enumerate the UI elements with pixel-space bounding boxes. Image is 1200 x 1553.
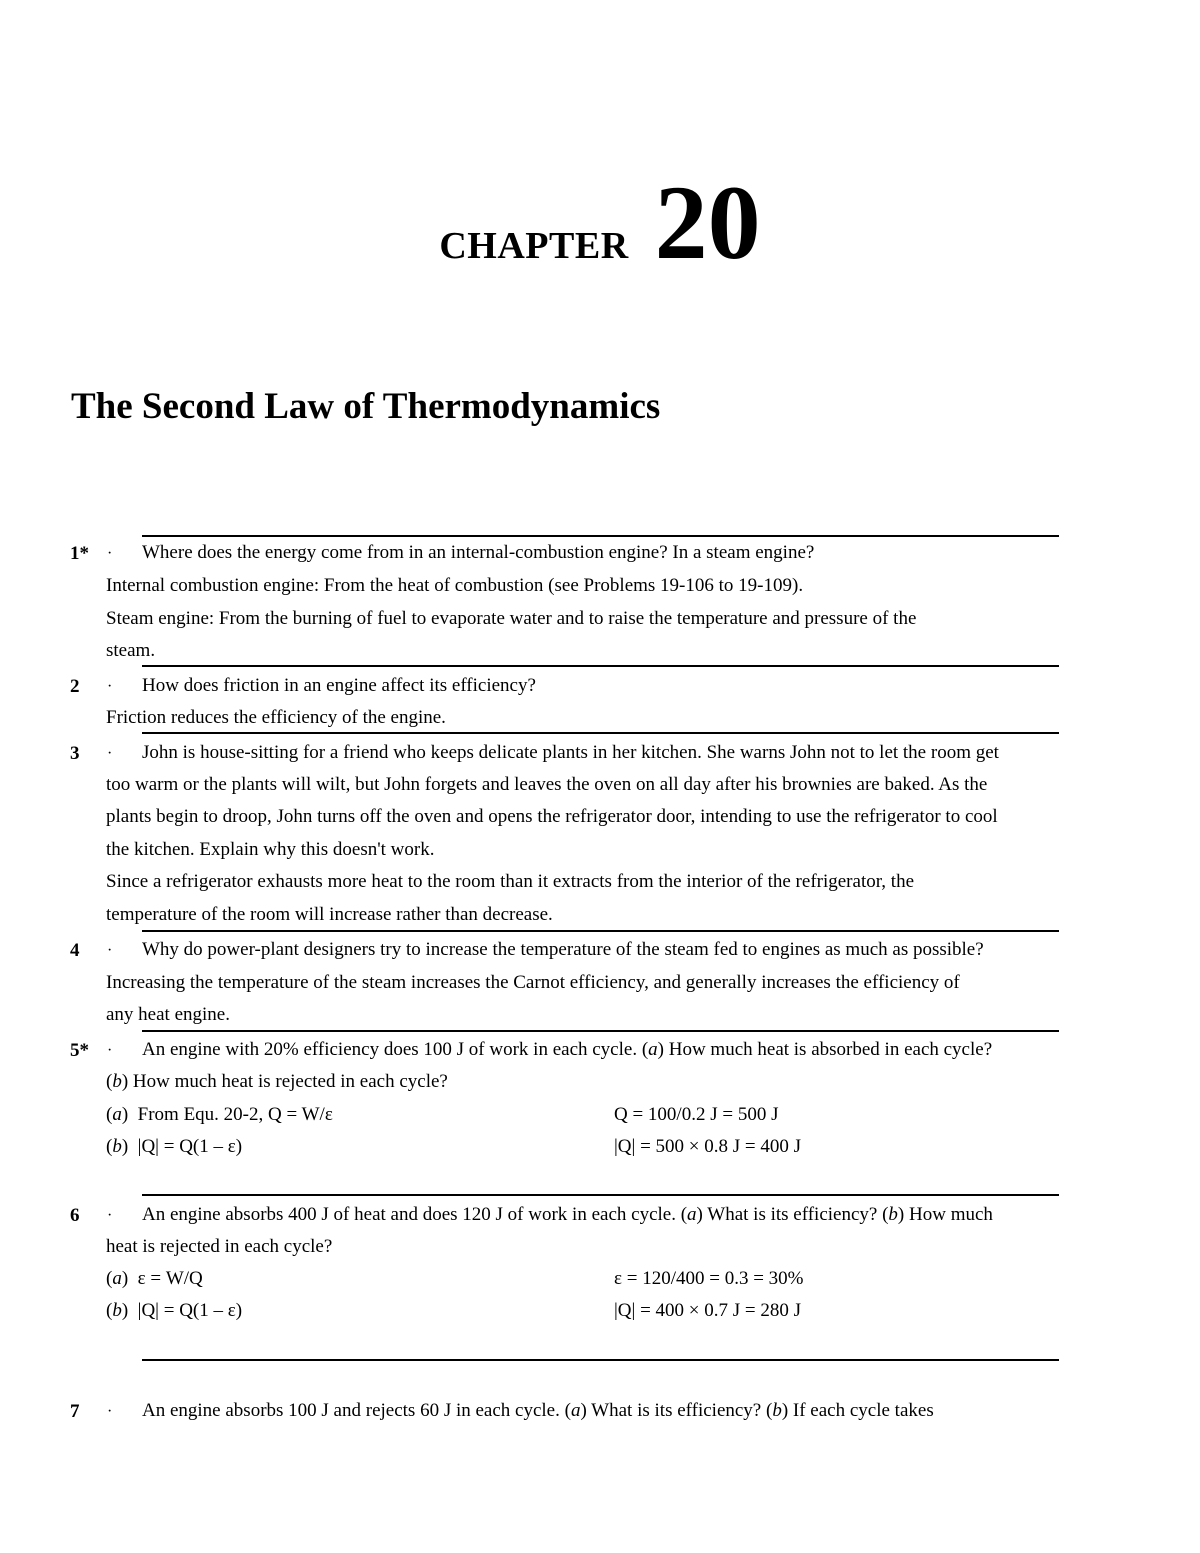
- problem-divider: [142, 1030, 1059, 1032]
- problem-answer: Steam engine: From the burning of fuel to evaporate water and to raise the temperature and pressure of the: [106, 608, 917, 629]
- chapter-number: 20: [654, 164, 761, 281]
- problem-question: How does friction in an engine affect its efficiency?: [142, 675, 536, 696]
- problem-number: 3: [70, 743, 80, 764]
- problem-divider: [142, 535, 1059, 537]
- problem-answer: any heat engine.: [106, 1004, 230, 1025]
- problem-bullet: ·: [107, 545, 113, 562]
- problem-answer: Internal combustion engine: From the heat of combustion (see Problems 19-106 to 19-109).: [106, 575, 804, 596]
- problem-question: An engine absorbs 100 J and rejects 60 J in each cycle. (a) What is its efficiency? (b) If each cycle takes: [142, 1400, 934, 1421]
- solution-b-left: (b) |Q| = Q(1 – ε): [106, 1300, 243, 1321]
- problem-number: 2: [70, 676, 80, 697]
- problem-question: too warm or the plants will wilt, but John forgets and leaves the oven on all day after his brownies are baked. As the: [106, 774, 988, 795]
- problem-number: 6: [70, 1205, 80, 1226]
- problem-bullet: ·: [107, 1403, 113, 1420]
- problem-answer: Increasing the temperature of the steam increases the Carnot efficiency, and generally increases the efficiency of: [106, 972, 960, 993]
- solution-a-left: (a) From Equ. 20-2, Q = W/ε: [106, 1104, 333, 1125]
- problem-bullet: ·: [107, 1207, 113, 1224]
- chapter-label: CHAPTER: [439, 225, 629, 267]
- solution-b-left: (b) |Q| = Q(1 – ε): [106, 1136, 243, 1157]
- problem-number: 7: [70, 1401, 80, 1422]
- problem-divider: [142, 1194, 1059, 1196]
- problem-number: 5*: [70, 1040, 89, 1061]
- problem-answer: Friction reduces the efficiency of the engine.: [106, 707, 446, 728]
- chapter-title: The Second Law of Thermodynamics: [71, 386, 661, 427]
- problem-number: 4: [70, 940, 80, 961]
- problem-question: An engine with 20% efficiency does 100 J of work in each cycle. (a) How much heat is absorbed in each cycle?: [142, 1039, 993, 1060]
- problem-question: plants begin to droop, John turns off the oven and opens the refrigerator door, intending to use the refrigerator to cool: [106, 806, 998, 827]
- solution-a-right: ε = 120/400 = 0.3 = 30%: [614, 1268, 804, 1289]
- problem-question: John is house-sitting for a friend who keeps delicate plants in her kitchen. She warns John not to let the room get: [142, 742, 999, 763]
- problem-question: Where does the energy come from in an internal-combustion engine? In a steam engine?: [142, 542, 815, 563]
- solution-b-right: |Q| = 400 × 0.7 J = 280 J: [614, 1300, 802, 1321]
- solution-b-right: |Q| = 500 × 0.8 J = 400 J: [614, 1136, 802, 1157]
- problem-bullet: ·: [107, 745, 113, 762]
- problem-question: Why do power-plant designers try to increase the temperature of the steam fed to engines as much as possible?: [142, 939, 984, 960]
- solution-a-right: Q = 100/0.2 J = 500 J: [614, 1104, 779, 1125]
- problem-bullet: ·: [107, 942, 113, 959]
- problem-number: 1*: [70, 543, 89, 564]
- problem-divider: [142, 1359, 1059, 1361]
- chapter-heading: [0, 164, 1200, 281]
- problem-divider: [142, 665, 1059, 667]
- problem-question: An engine absorbs 400 J of heat and does 120 J of work in each cycle. (a) What is its efficiency? (b) How much: [142, 1204, 993, 1225]
- problem-question: (b) How much heat is rejected in each cycle?: [106, 1071, 448, 1092]
- problem-answer: temperature of the room will increase rather than decrease.: [106, 904, 553, 925]
- problem-bullet: ·: [107, 1042, 113, 1059]
- problem-answer: Since a refrigerator exhausts more heat to the room than it extracts from the interior of the refrigerator, the: [106, 871, 915, 892]
- problem-divider: [142, 732, 1059, 734]
- problem-bullet: ·: [107, 678, 113, 695]
- problem-question: heat is rejected in each cycle?: [106, 1236, 333, 1257]
- problem-answer: steam.: [106, 640, 156, 661]
- problem-question: the kitchen. Explain why this doesn't work.: [106, 839, 435, 860]
- solution-a-left: (a) ε = W/Q: [106, 1268, 203, 1289]
- problem-divider: [142, 930, 1059, 932]
